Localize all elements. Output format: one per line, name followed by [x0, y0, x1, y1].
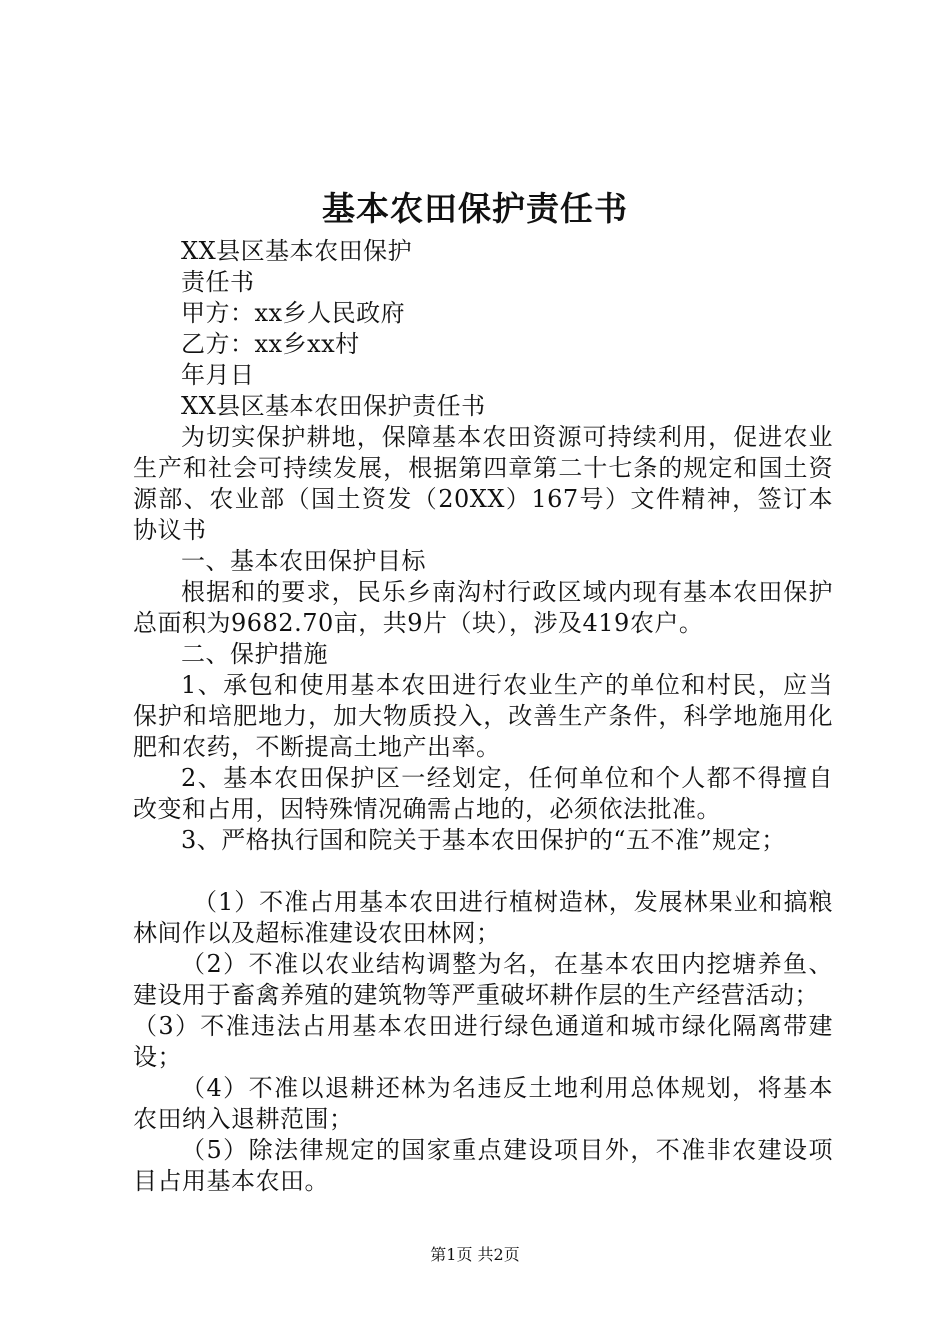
measure-item-3: 3、严格执行国和院关于基本农田保护的“五不准”规定；	[181, 826, 786, 854]
rule-item-4: （4）不准以退耕还林为名违反土地利用总体规划，将基本农田纳入退耕范围；	[133, 1074, 833, 1133]
header-line-responsibility: 责任书	[181, 268, 255, 296]
date-line: 年月日	[181, 361, 255, 389]
document-body	[133, 236, 833, 1197]
blank-line	[133, 856, 833, 887]
rule-item-3: （3）不准违法占用基本农田进行绿色通道和城市绿化隔离带建设；	[133, 1012, 833, 1071]
document-title: 基本农田保护责任书	[322, 189, 628, 228]
rule-item-2: （2）不准以农业结构调整为名，在基本农田内挖塘养鱼、建设用于畜禽养殖的建筑物等严重破坏耕作层的生产经营活动；	[133, 950, 833, 1009]
party-a-line: 甲方：xx乡人民政府	[181, 299, 406, 327]
rule-item-1: （1）不准占用基本农田进行植树造林，发展林果业和搞粮林间作以及超标准建设农田林网；	[133, 888, 833, 947]
page-indicator: 第1页 共2页	[430, 1245, 520, 1264]
measure-item-1: 1、承包和使用基本农田进行农业生产的单位和村民，应当保护和培肥地力，加大物质投入，改善生产条件，科学地施用化肥和农药，不断提高土地产出率。	[133, 671, 833, 761]
intro-paragraph: 为切实保护耕地，保障基本农田资源可持续利用，促进农业生产和社会可持续发展，根据第四章第二十七条的规定和国土资源部、农业部（国土资发（20XX）167号）文件精神，签订本协议书	[133, 423, 833, 544]
section-heading-goals: 一、基本农田保护目标	[181, 547, 426, 575]
section-heading-measures: 二、保护措施	[181, 640, 328, 668]
goals-paragraph: 根据和的要求，民乐乡南沟村行政区域内现有基本农田保护总面积为9682.70亩，共9片（块），涉及419农户。	[133, 578, 833, 637]
party-b-line: 乙方：xx乡xx村	[181, 330, 360, 358]
measure-item-2: 2、基本农田保护区一经划定，任何单位和个人都不得擅自改变和占用，因特殊情况确需占地的，必须依法批准。	[133, 764, 833, 823]
full-title-line: XX县区基本农田保护责任书	[181, 392, 486, 420]
rule-item-5: （5）除法律规定的国家重点建设项目外，不准非农建设项目占用基本农田。	[133, 1136, 833, 1195]
header-line-county-title: XX县区基本农田保护	[181, 237, 413, 265]
